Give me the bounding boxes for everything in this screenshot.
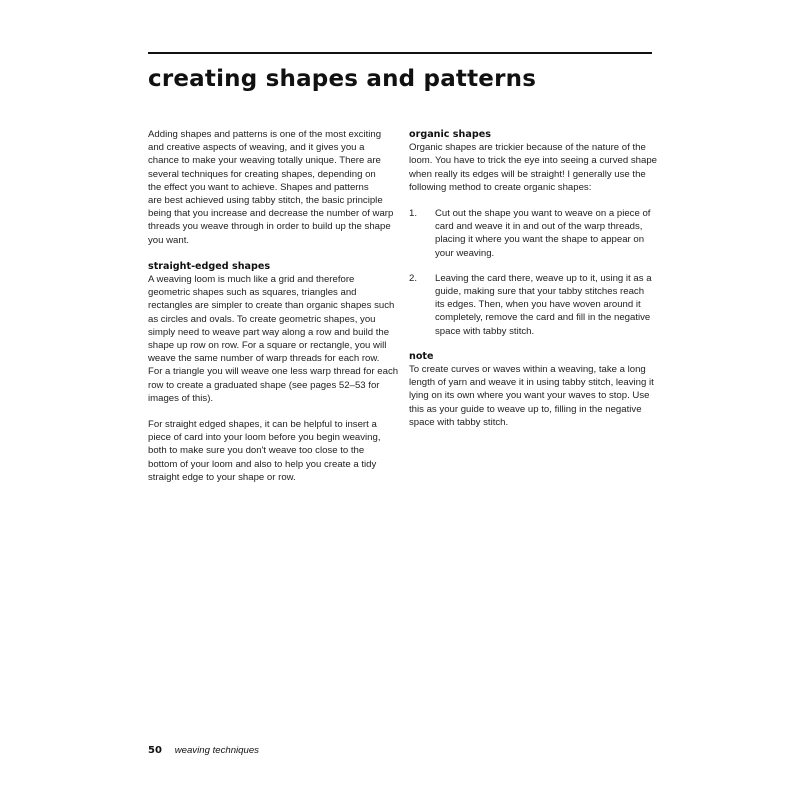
- text-line: images of this).: [148, 392, 214, 404]
- text-line: row to create a graduated shape (see pages 52–53 for: [148, 379, 380, 391]
- text-line: space with tabby stitch.: [435, 325, 535, 337]
- steps-list: [409, 207, 653, 338]
- text-line: Cut out the shape you want to weave on a piece of: [435, 208, 651, 220]
- text-line: and creative aspects of weaving, and it gives you a: [148, 142, 365, 154]
- text-line: space with tabby stitch.: [409, 416, 509, 428]
- text-line: To create curves or waves within a weaving, take a long: [409, 364, 646, 376]
- page-footer: [148, 745, 259, 756]
- text-line: you want.: [148, 234, 190, 246]
- text-line: threads you weave through in order to build up the shape: [148, 221, 391, 233]
- text-line: its edges. Then, when you have woven around it: [435, 299, 641, 311]
- text-line: lying on its own where you want your waves to stop. Use: [409, 390, 650, 402]
- text-line: weave the same number of warp threads for each row.: [148, 353, 380, 365]
- text-line: Adding shapes and patterns is one of the most exciting: [148, 129, 382, 140]
- text-line: simply need to weave part way along a row and build the: [148, 326, 390, 338]
- step-number: 1.: [409, 208, 418, 220]
- straight-edged-heading: straight-edged shapes: [148, 260, 271, 272]
- text-line: Leaving the card there, weave up to it, using it as a: [435, 272, 652, 284]
- note-heading: note: [409, 350, 434, 362]
- text-line: when really its edges will be straight! I generally use the: [409, 168, 646, 180]
- text-line: card and weave it in and out of the warp threads,: [435, 221, 643, 233]
- text-line: are best achieved using tabby stitch, the basic principle: [148, 195, 383, 207]
- organic-paragraph: [409, 141, 657, 194]
- text-line: shape up row on row. For a square or rectangle, you will: [148, 340, 387, 352]
- text-line: chance to make your weaving totally unique. There are: [148, 155, 381, 167]
- text-line: both to make sure you don't weave too close to the: [148, 445, 365, 457]
- text-line: Organic shapes are trickier because of the nature of the: [409, 142, 646, 154]
- straight-edged-paragraph: [148, 273, 399, 405]
- text-line: completely, remove the card and fill in the negative: [435, 312, 651, 324]
- text-line: A weaving loom is much like a grid and therefore: [148, 274, 355, 286]
- text-line: several techniques for creating shapes, depending on: [148, 168, 376, 180]
- note-paragraph: [409, 363, 653, 429]
- text-line: straight edge to your shape or row.: [148, 471, 296, 483]
- organic-shapes-heading: organic shapes: [409, 129, 491, 140]
- text-line: geometric shapes such as squares, triangles and: [148, 287, 357, 299]
- text-line: your weaving.: [435, 247, 495, 259]
- text-line: For a triangle you will weave one less warp thread for each: [148, 366, 399, 378]
- text-line: bottom of your loom and also to help you create a tidy: [148, 458, 377, 470]
- text-line: being that you increase and decrease the number of warp: [148, 208, 394, 220]
- text-line: length of yarn and weave it in using tabby stitch, leaving it: [409, 377, 654, 389]
- text-line: as circles and ovals. To create geometric shapes, you: [148, 313, 376, 325]
- right-column: [409, 128, 657, 429]
- text-line: piece of card into your loom before you begin weaving,: [148, 432, 381, 444]
- page-number: 50: [148, 745, 162, 756]
- text-line: For straight edged shapes, it can be helpful to insert a: [148, 419, 377, 431]
- text-line: following method to create organic shapes:: [409, 181, 592, 193]
- top-rule: [148, 52, 652, 54]
- step-number: 2.: [409, 272, 418, 284]
- text-line: this as your guide to weave up to, filling in the negative: [409, 403, 642, 415]
- list-item: [409, 207, 653, 260]
- page-title: creating shapes and patterns: [148, 66, 537, 92]
- text-line: placing it where you want the shape to appear on: [435, 234, 645, 246]
- card-paragraph: [148, 418, 393, 484]
- running-head: weaving techniques: [174, 745, 259, 756]
- text-line: loom. You have to trick the eye into seeing a curved shape: [409, 155, 657, 167]
- intro-paragraph: [148, 128, 393, 247]
- text-line: the effect you want to achieve. Shapes and patterns: [148, 181, 369, 193]
- list-item: [409, 272, 653, 338]
- left-column: [148, 128, 399, 484]
- text-line: rectangles are simpler to create than organic shapes such: [148, 300, 395, 312]
- text-line: guide, making sure that your tabby stitches reach: [435, 286, 645, 298]
